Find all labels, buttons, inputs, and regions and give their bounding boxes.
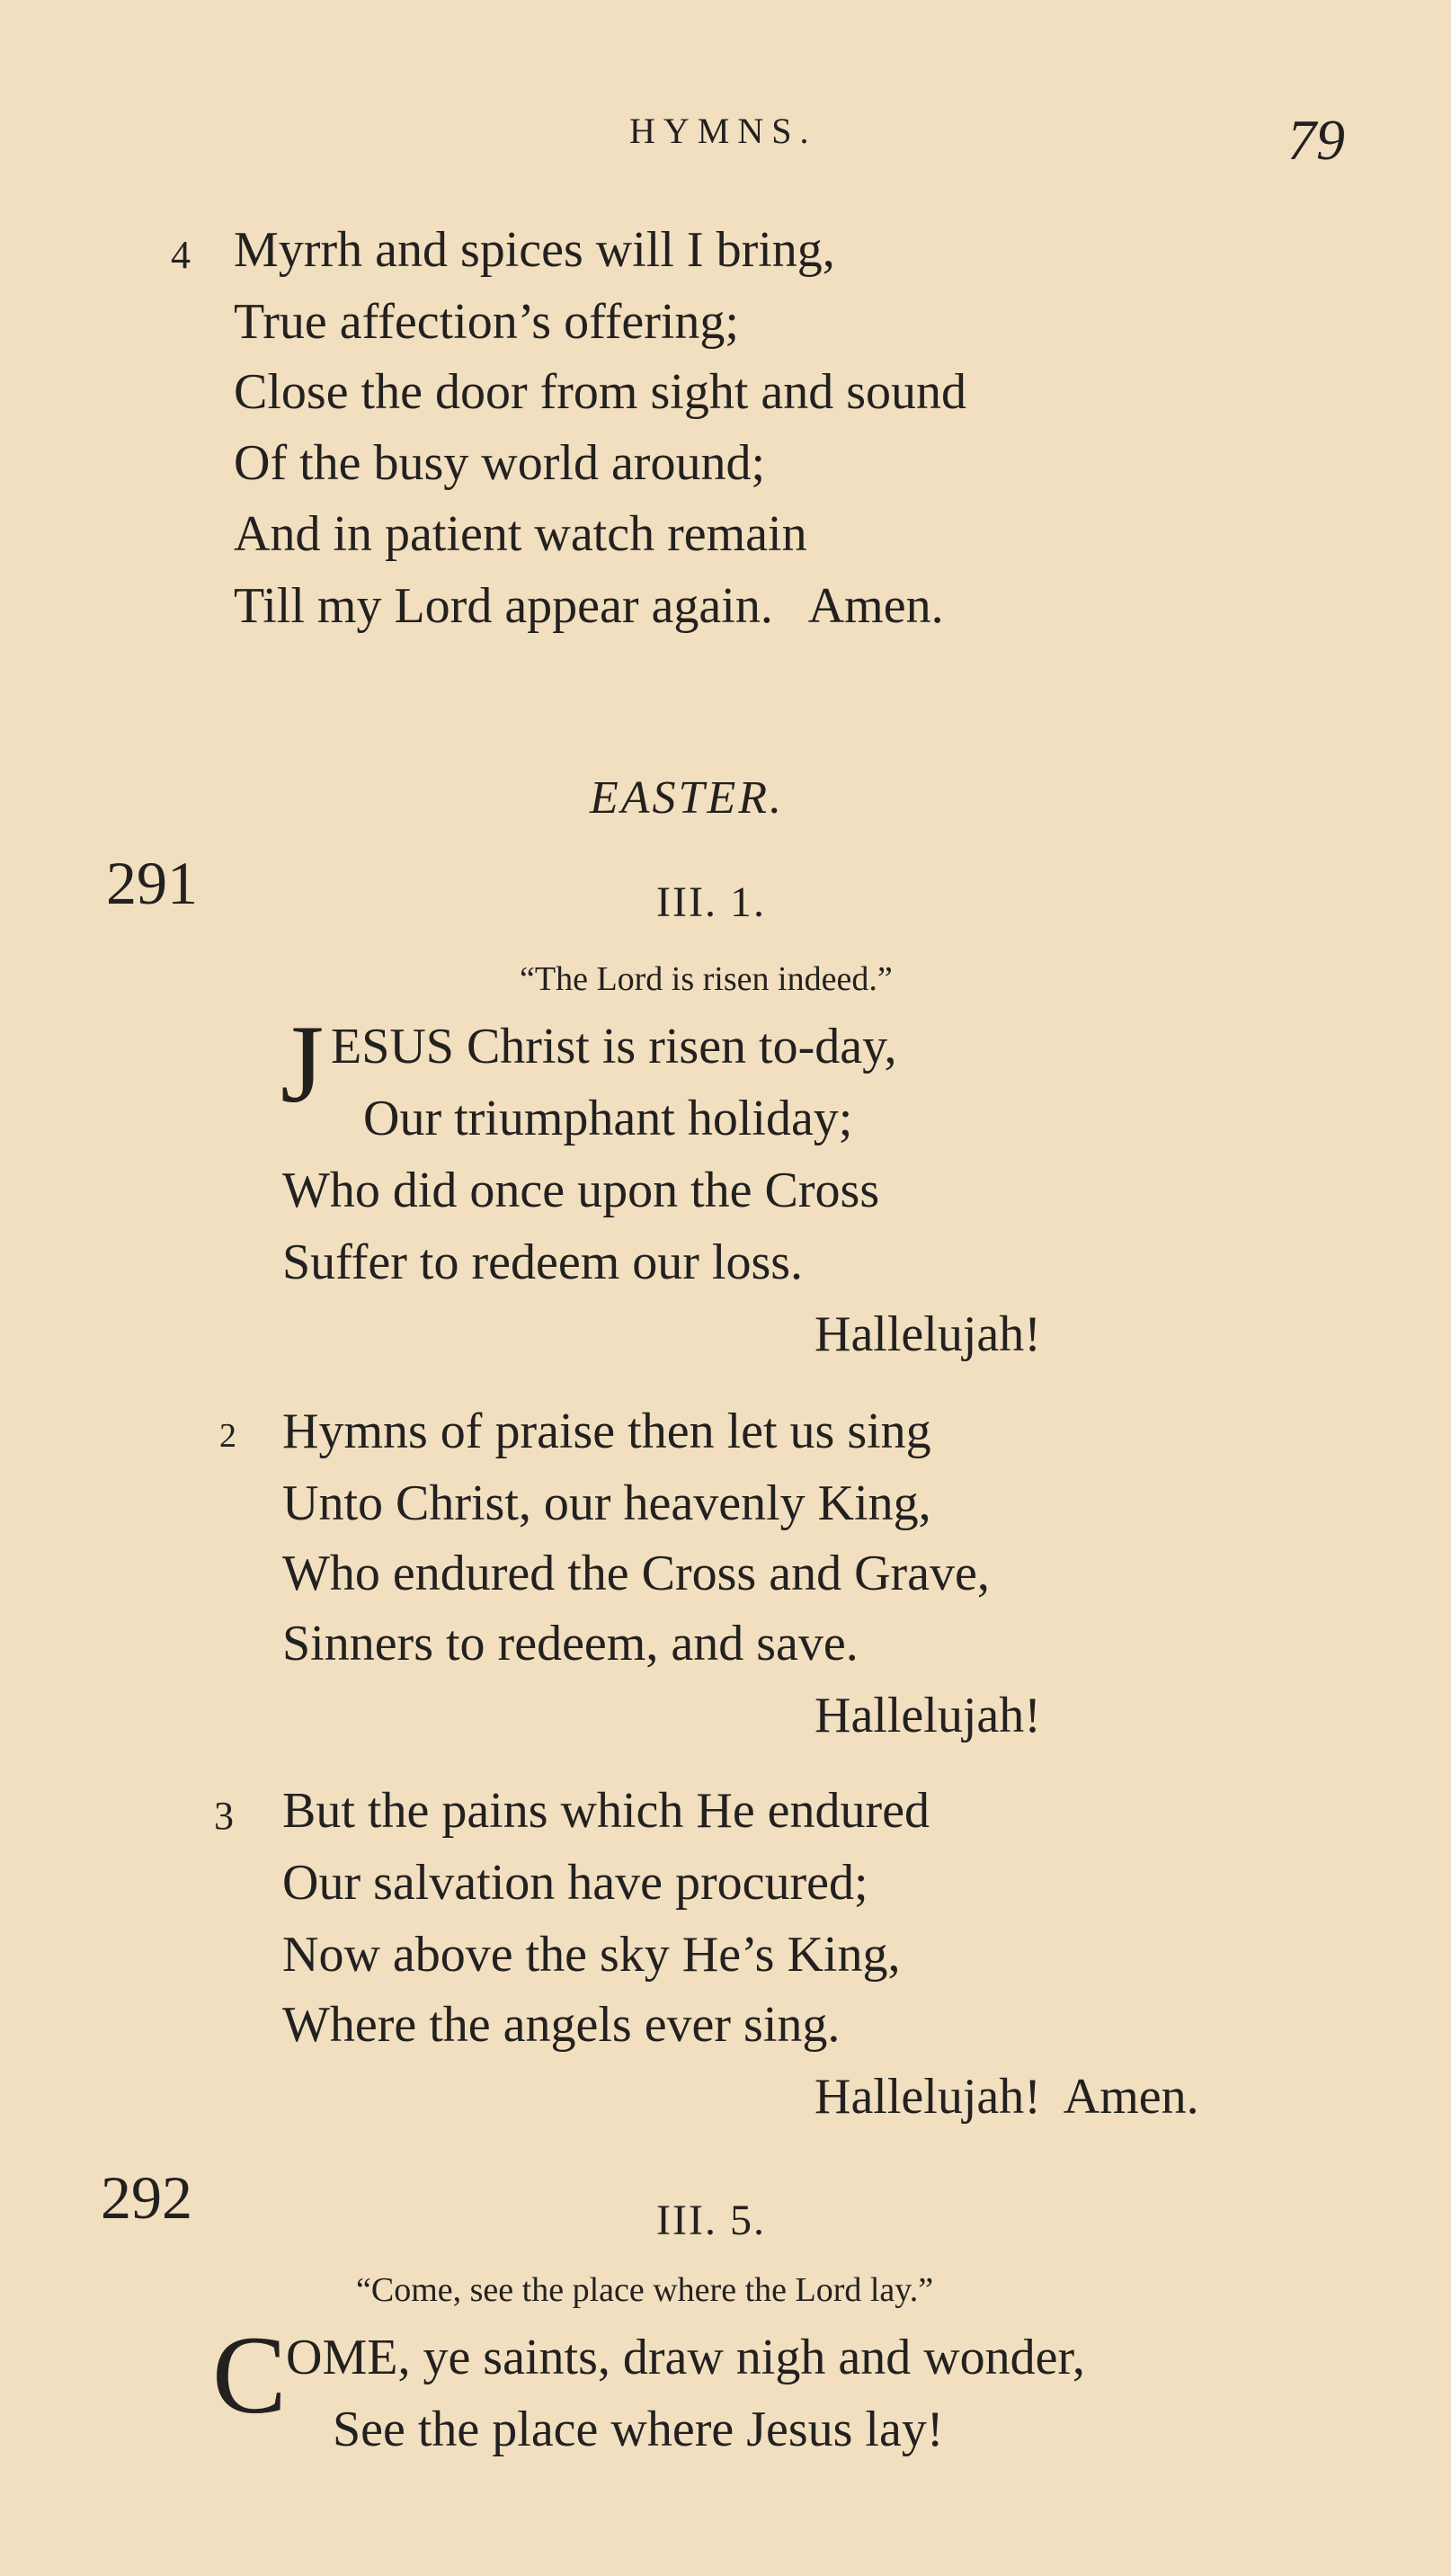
hymn-number: 292 bbox=[101, 2163, 192, 2232]
verse-line: Suffer to redeem our loss. bbox=[282, 1235, 804, 1290]
hymn-meter: III. 1. bbox=[656, 878, 766, 926]
hallelujah-refrain: Hallelujah! Amen. bbox=[815, 2069, 1199, 2125]
running-head: HYMNS. bbox=[629, 111, 817, 151]
verse-line: Who did once upon the Cross bbox=[282, 1163, 880, 1218]
verse-line: Unto Christ, our heavenly King, bbox=[282, 1475, 931, 1531]
hymn-meter: III. 5. bbox=[656, 2197, 766, 2244]
verse-line: See the place where Jesus lay! bbox=[333, 2402, 944, 2457]
hymn-epigraph: “The Lord is risen indeed.” bbox=[520, 960, 893, 998]
verse-line: Myrrh and spices will I bring, bbox=[234, 222, 835, 278]
page-number: 79 bbox=[1287, 108, 1345, 172]
drop-cap: J bbox=[280, 1003, 325, 1126]
verse-line: Who endured the Cross and Grave, bbox=[282, 1546, 990, 1601]
verse-line: Close the door from sight and sound bbox=[234, 364, 967, 420]
verse-line: Now above the sky He’s King, bbox=[282, 1927, 901, 1983]
verse-line: OME, ye saints, draw nigh and wonder, bbox=[286, 2330, 1085, 2385]
verse-line: Our triumphant holiday; bbox=[363, 1091, 853, 1146]
verse-line: And in patient watch remain bbox=[234, 506, 807, 562]
verse-line: ESUS Christ is risen to-day, bbox=[331, 1019, 897, 1074]
drop-cap: C bbox=[212, 2313, 287, 2437]
verse-line: Where the angels ever sing. bbox=[282, 1997, 841, 2053]
verse-line: Our salvation have procured; bbox=[282, 1855, 868, 1911]
verse-number: 2 bbox=[219, 1417, 236, 1455]
verse-line: Of the busy world around; bbox=[234, 435, 766, 491]
hallelujah-refrain: Hallelujah! bbox=[815, 1688, 1041, 1743]
section-heading: EASTER. bbox=[590, 772, 784, 824]
verse-number: 3 bbox=[214, 1794, 234, 1838]
verse-number: 4 bbox=[171, 233, 191, 277]
hymn-number: 291 bbox=[106, 849, 198, 917]
verse-line: True affection’s offering; bbox=[234, 294, 739, 350]
hallelujah-refrain: Hallelujah! bbox=[815, 1306, 1041, 1362]
verse-line: Sinners to redeem, and save. bbox=[282, 1616, 859, 1671]
verse-line: Till my Lord appear again. Amen. bbox=[234, 578, 944, 634]
hymn-epigraph: “Come, see the place where the Lord lay.” bbox=[356, 2271, 934, 2309]
verse-line: Hymns of praise then let us sing bbox=[282, 1404, 931, 1459]
verse-line: But the pains which He endured bbox=[282, 1783, 930, 1839]
